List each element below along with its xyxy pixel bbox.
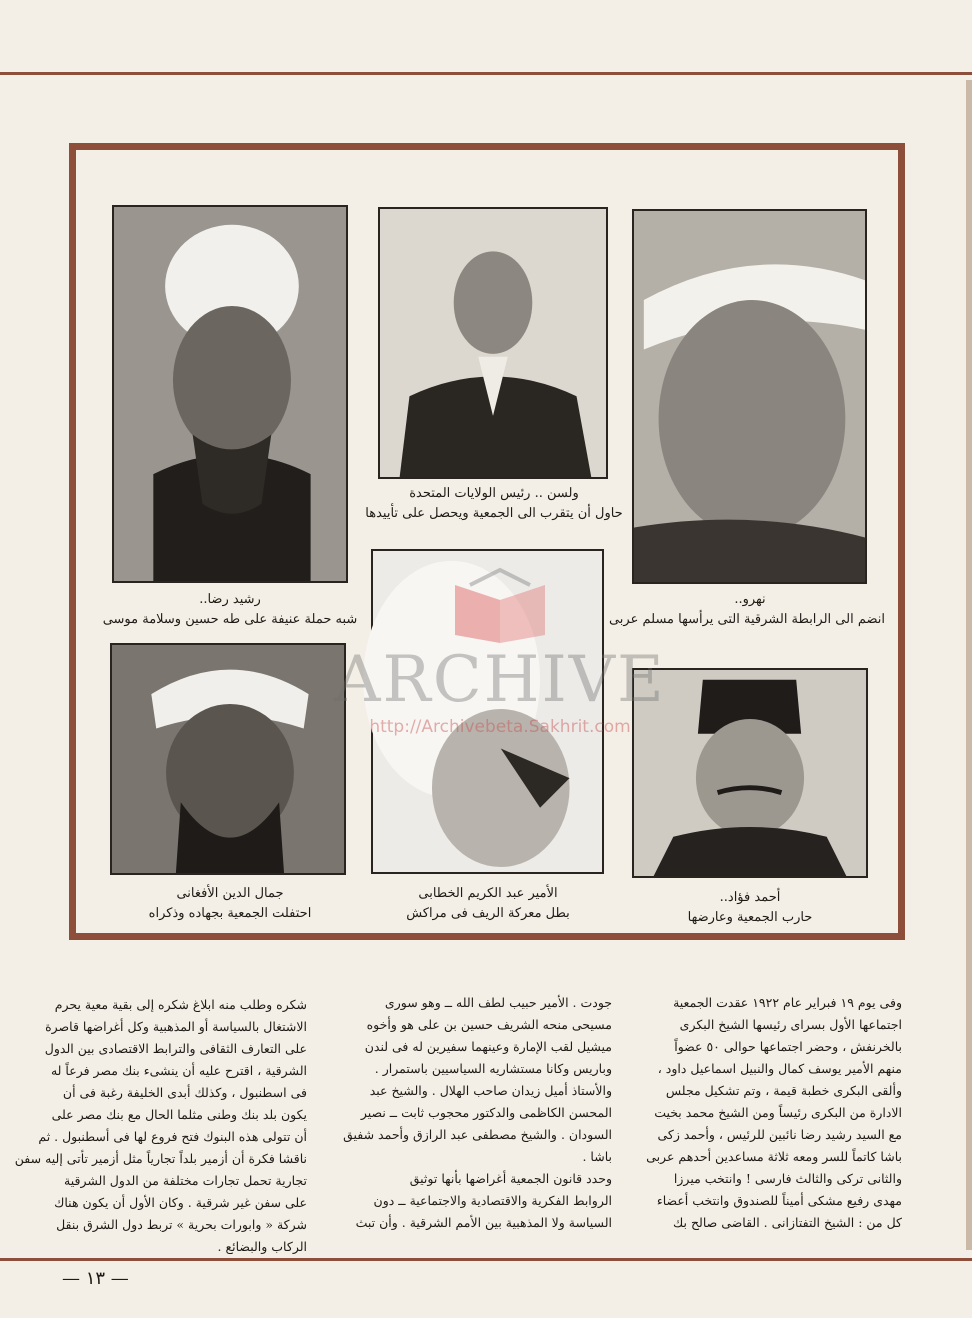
text-line: الروابط الفكرية والاقتصادية والاجتماعية ــ دون bbox=[373, 1193, 612, 1208]
caption-afghani bbox=[110, 884, 350, 924]
text-line: اجتماعها الأول بسراى رئيسها الشيخ البكرى bbox=[679, 1017, 902, 1032]
watermark-url[interactable]: http://Archivebeta.Sakhrit.com bbox=[369, 717, 631, 737]
text-line: كل من : الشيخ التفتازانى . القاضى صالح بك bbox=[673, 1215, 902, 1230]
text-line: وفى يوم ١٩ فبراير عام ١٩٢٢ عقدت الجمعية bbox=[673, 995, 902, 1010]
text-line: على سفن غير شرقية . وكان الأول أن يكون هناك bbox=[54, 1195, 307, 1210]
text-line: منهم الأمير يوسف كمال والنبيل اسماعيل داود ، bbox=[657, 1061, 902, 1076]
text-line: على التعارف الثقافى والترابط الاقتصادى بين الدول bbox=[44, 1041, 307, 1056]
caption-text: بطل معركة الريف فى مراكش bbox=[406, 906, 570, 921]
text-line: مسيحى منحه الشريف حسين بن على هو وأخوه bbox=[366, 1017, 612, 1032]
caption-title: نهرو.. bbox=[734, 592, 766, 607]
photo-khattabi bbox=[371, 549, 604, 874]
photo-nehru bbox=[632, 209, 867, 584]
caption-text: احتفلت الجمعية بجهاده وذكراه bbox=[148, 906, 312, 921]
text-line: الاشتغال بالسياسة أو المذهبية وكل أغراضها قاصرة bbox=[45, 1019, 307, 1034]
text-line: السياسة ولا المذهبية بين الأمم الشرقية . وأن تبث bbox=[355, 1215, 612, 1230]
photo-ahmed-fuad bbox=[632, 668, 868, 878]
text-line: ناقشا فكرة أن أزمير بلداً تجارياً مثل أزمير تأتى إليه سفن bbox=[14, 1151, 307, 1166]
top-rule bbox=[0, 72, 972, 75]
text-line: فى اسطنبول ، وكذلك أبدى الخليفة رغبة فى أن bbox=[62, 1085, 307, 1100]
watermark-text: ARCHIVE bbox=[334, 643, 666, 717]
column-right bbox=[646, 992, 902, 1234]
caption-title: الأمير عبد الكريم الخطابى bbox=[418, 886, 558, 901]
text-line: تجارية تحمل تجارات مختلفة من الدول الشرقية bbox=[64, 1173, 307, 1188]
text-line: والثانى تركى والثالث فارسى ! وانتخب ميرزا bbox=[673, 1171, 902, 1186]
caption-ahmed-fuad bbox=[632, 888, 868, 928]
text-line: وحدد قانون الجمعية أغراضها بأنها توثيق bbox=[409, 1171, 612, 1186]
caption-text: انضم الى الرابطة الشرقية التى يرأسها مسلم عربى bbox=[608, 612, 885, 627]
photo-rashid-rida bbox=[112, 205, 348, 583]
page-number: — ١٣ — bbox=[62, 1268, 129, 1289]
text-line: ميشيل لقب الإمارة وعينهما سفيرين له فى لندن bbox=[364, 1039, 612, 1054]
caption-wilson bbox=[360, 484, 628, 524]
text-line: يكون بلد بنك وطنى مثلما الحال مع بنك مصر على bbox=[51, 1107, 307, 1122]
text-line: وباريس وكانا مستشاريه السياسيين باستمرار . bbox=[374, 1061, 612, 1076]
text-line: الشرقية ، اقترح عليه أن ينشىء بنك مصر فرعاً له bbox=[50, 1063, 307, 1078]
caption-title: ولسن .. رئيس الولايات المتحدة bbox=[409, 486, 579, 501]
caption-title: أحمد فؤاد.. bbox=[719, 890, 781, 905]
column-left bbox=[14, 994, 307, 1258]
caption-nehru bbox=[608, 590, 885, 630]
bottom-rule bbox=[0, 1258, 972, 1261]
page-edge bbox=[966, 80, 972, 1250]
text-line: شكره وطلب منه ابلاغ شكره إلى بقية معية يحرم bbox=[54, 997, 307, 1012]
caption-rashid-rida bbox=[100, 590, 360, 630]
text-line: مهدى رفيع مشكى أميناً للصندوق وانتخب أعضاء bbox=[656, 1193, 902, 1208]
caption-text: حاول أن يتقرب الى الجمعية ويحصل على تأييدها bbox=[365, 506, 623, 521]
text-line: والأستاذ أميل زيدان صاحب الهلال . والشيخ عبد bbox=[369, 1083, 612, 1098]
text-line: أن تتولى هذه البنوك فتح فروع لها فى أسطنبول . ثم bbox=[38, 1129, 307, 1144]
caption-text: حارب الجمعية وعارضها bbox=[687, 910, 813, 925]
text-line: السودان . والشيخ مصطفى عبد الرازق وأحمد شفيق bbox=[343, 1127, 612, 1142]
text-line: باشا . bbox=[582, 1149, 612, 1164]
text-line: مع السيد رشيد رضا نائبين للرئيس ، وأحمد زكى bbox=[657, 1127, 902, 1142]
text-line: الركاب والبضائع . bbox=[217, 1239, 307, 1254]
caption-title: رشيد رضا.. bbox=[199, 592, 261, 607]
column-middle bbox=[343, 992, 612, 1234]
photo-afghani bbox=[110, 643, 346, 875]
text-line: شركة « وابورات بحرية » تربط دول الشرق بنقل bbox=[56, 1217, 307, 1232]
caption-text: شبه حملة عنيفة على طه حسين وسلامة موسى bbox=[102, 612, 358, 627]
text-line: الادارة من البكرى رئيساً ومن الشيخ محمد بخيت bbox=[654, 1105, 902, 1120]
photo-wilson bbox=[378, 207, 608, 479]
text-line: المحسن الكاظمى والدكتور محجوب ثابت ــ نصير bbox=[360, 1105, 612, 1120]
text-line: بالخرنفش ، وحضر اجتماعها حوالى ٥٠ عضواً bbox=[674, 1039, 902, 1054]
text-line: جودت . الأمير حبيب لطف الله ــ وهو سورى bbox=[384, 995, 612, 1010]
caption-khattabi bbox=[370, 884, 606, 924]
text-line: وألقى البكرى خطبة قيمة ، وتم تشكيل مجلس bbox=[665, 1083, 902, 1098]
caption-title: جمال الدين الأفغانى bbox=[176, 886, 284, 901]
text-line: باشا كاتماً للسر ومعه ثلاثة مساعدين أحدهم عربى bbox=[646, 1149, 902, 1164]
